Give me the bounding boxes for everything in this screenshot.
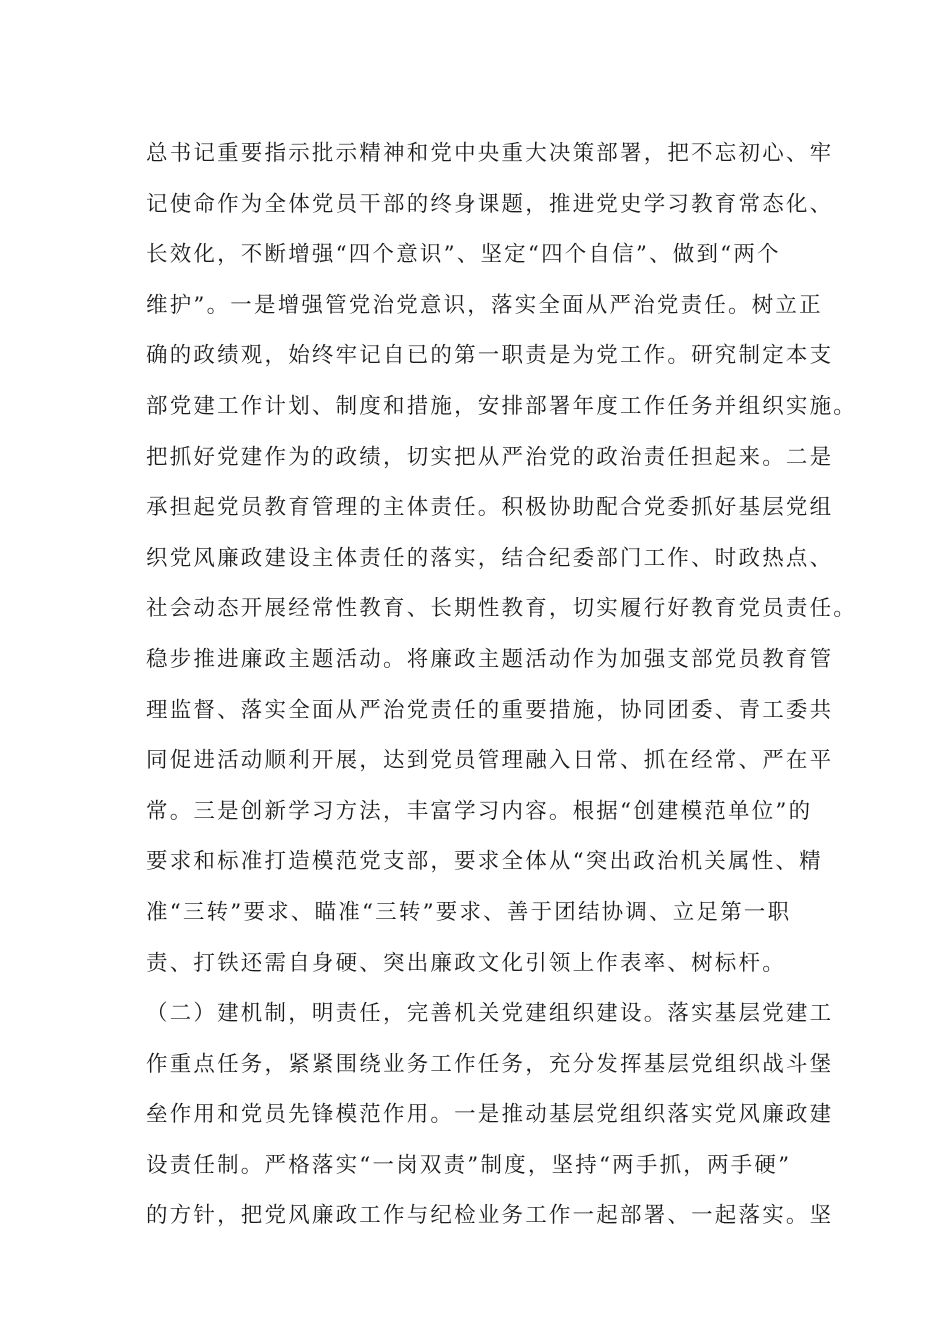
text-line: 准“三转”要求、瞄准“三转”要求、善于团结协调、立足第一职 xyxy=(146,899,792,925)
text-line: 同促进活动顺利开展，达到党员管理融入日常、抓在经常、严在平 xyxy=(146,748,834,774)
text-line: 稳步推进廉政主题活动。将廉政主题活动作为加强支部党员教育管 xyxy=(146,646,834,672)
text-line: 织党风廉政建设主体责任的落实，结合纪委部门工作、时政热点、 xyxy=(146,545,834,571)
text-line: 责、打铁还需自身硬、突出廉政文化引领上作表率、树标杆。 xyxy=(146,950,786,976)
text-line: 要求和标准打造模范党支部，要求全体从“突出政治机关属性、精 xyxy=(146,849,823,875)
text-line: 承担起党员教育管理的主体责任。积极协助配合党委抓好基层党组 xyxy=(146,495,834,521)
text-line: 总书记重要指示批示精神和党中央重大决策部署，把不忘初心、牢 xyxy=(146,141,834,166)
text-line: 把抓好党建作为的政绩，切实把从严治党的政治责任担起来。二是 xyxy=(146,444,834,470)
text-line: 部党建工作计划、制度和措施，安排部署年度工作任务并组织实施。 xyxy=(146,393,858,419)
body-text xyxy=(146,131,858,1244)
text-line: 社会动态开展经常性教育、长期性教育，切实履行好教育党员责任。 xyxy=(146,596,858,622)
text-line: 维护”。一是增强管党治党意识，落实全面从严治党责任。树立正 xyxy=(146,292,823,318)
section-heading-line: （二）建机制，明责任，完善机关党建组织建设。落实基层党建工 xyxy=(146,1001,834,1027)
text-line: 垒作用和党员先锋模范作用。一是推动基层党组织落实党风廉政建 xyxy=(146,1102,834,1128)
text-line: 记使命作为全体党员干部的终身课题，推进党史学习教育常态化、 xyxy=(146,191,834,217)
text-line: 理监督、落实全面从严治党责任的重要措施，协同团委、青工委共 xyxy=(146,697,834,723)
text-line: 作重点任务，紧紧围绕业务工作任务，充分发挥基层党组织战斗堡 xyxy=(146,1051,834,1077)
text-line: 设责任制。严格落实“一岗双责”制度，坚持“两手抓，两手硬” xyxy=(146,1152,792,1178)
text-line: 的方针，把党风廉政工作与纪检业务工作一起部署、一起落实。坚 xyxy=(146,1203,834,1229)
text-line: 常。三是创新学习方法，丰富学习内容。根据“创建模范单位”的 xyxy=(146,798,813,824)
text-line: 确的政绩观，始终牢记自已的第一职责是为党工作。研究制定本支 xyxy=(146,343,834,369)
text-line: 长效化，不断增强“四个意识”、坚定“四个自信”、做到“两个 xyxy=(146,242,781,268)
